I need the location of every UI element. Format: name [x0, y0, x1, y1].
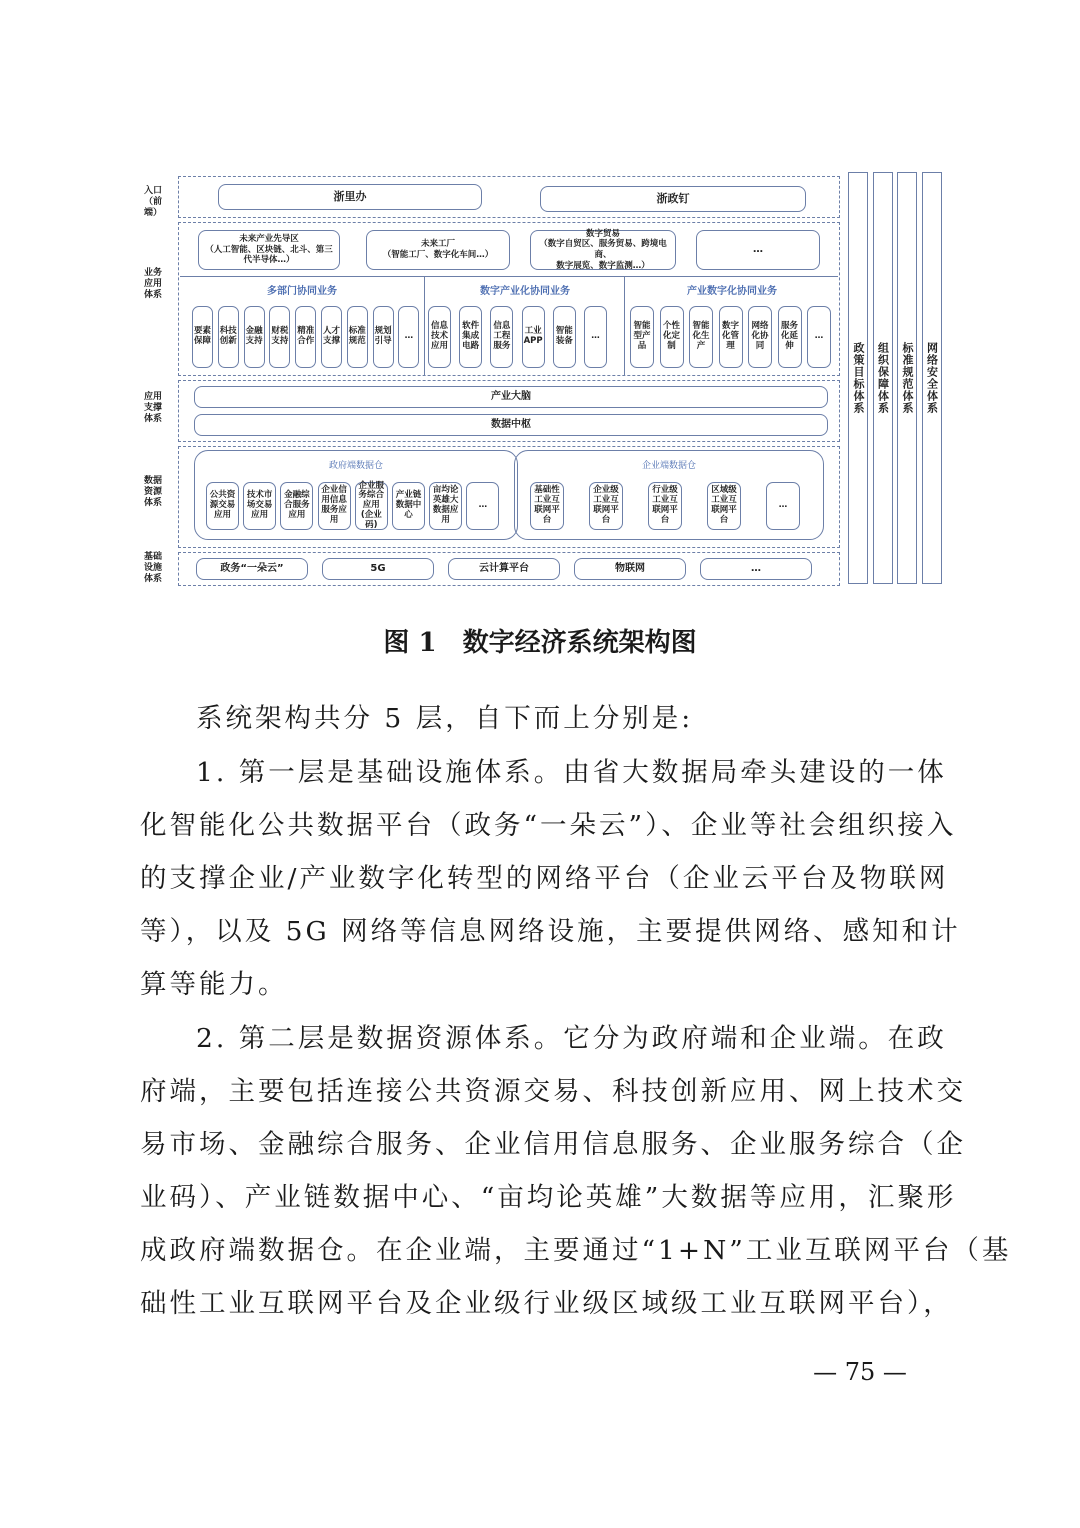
rail-column [848, 172, 868, 584]
multi-dept-item: 规划 引导 [373, 306, 394, 368]
rail-column [922, 172, 942, 584]
page-number: — 75 — [813, 1358, 907, 1386]
paragraph-line: 础性工业互联网平台及企业级行业级区域级工业互联网平台）， [140, 1288, 953, 1319]
gov-warehouse-item: 技术市 场交易 应用 [243, 482, 276, 530]
business-divider [180, 276, 838, 277]
gov-warehouse-item: 亩均论 英雄大 数据应 用 [429, 482, 462, 530]
digital-industry-item: 信息 工程 服务 [490, 306, 513, 368]
paragraph-line: 府端，主要包括连接公共资源交易、科技创新应用、网上技术交 [140, 1076, 966, 1107]
multi-dept-item: … [398, 306, 419, 368]
gov-warehouse-item: 企业服 务综合 应用 (企业码) [355, 482, 388, 530]
ent-warehouse-item: 企业级 工业互 联网平 台 [589, 482, 623, 530]
multi-dept-item: 人才 支撑 [321, 306, 342, 368]
group-separator [424, 277, 425, 375]
ent-warehouse-item: 区域级 工业互 联网平 台 [707, 482, 741, 530]
rail-column [897, 172, 917, 584]
multi-dept-item: 标准 规范 [347, 306, 368, 368]
business-top-future-factory: 未来工厂 （智能工厂、数字化车间…） [366, 230, 510, 270]
business-top-future-industry: 未来产业先导区 （人工智能、区块链、北斗、第三 代半导体…） [198, 230, 340, 270]
group-title-industry-digital: 产业数字化协同业务 [687, 286, 777, 297]
industry-digital-item: 数字 化管 理 [719, 306, 743, 368]
paragraph-line: 等），以及 5G 网络等信息网络设施，主要提供网络、感知和计 [140, 916, 961, 947]
digital-industry-item: 智能 装备 [553, 306, 576, 368]
industry-digital-item: 网络 化协 同 [748, 306, 772, 368]
rail-label: 组织保障体系 [876, 342, 890, 414]
industry-digital-item: 服务 化延 伸 [778, 306, 802, 368]
rail-label: 网络安全体系 [925, 342, 939, 414]
industry-digital-item: 智能 型产 品 [630, 306, 654, 368]
paragraph-line: 1. 第一层是基础设施体系。由省大数据局牵头建设的一体 [196, 757, 947, 788]
ent-warehouse-item: 基础性 工业互 联网平 台 [530, 482, 564, 530]
paragraph-intro: 系统架构共分 5 层，自下而上分别是: [196, 703, 694, 734]
industry-digital-item: … [807, 306, 831, 368]
gov-warehouse-item: 企业信 用信息 服务应 用 [318, 482, 351, 530]
business-top-digital-trade: 数字贸易 （数字自贸区、服务贸易、跨境电商、 数字展览、数字监测…） [530, 230, 676, 270]
ent-warehouse-title: 企业端数据仓 [641, 461, 696, 471]
gov-warehouse-title: 政府端数据仓 [328, 461, 383, 471]
layer-label-infra: 基础 设施 体系 [143, 552, 162, 584]
digital-industry-item: 工业 APP [522, 306, 545, 368]
business-top-more: … [696, 230, 820, 270]
infra-item: 5G [322, 558, 434, 580]
group-title-multi-dept: 多部门协同业务 [267, 286, 337, 297]
layer-label-entry: 入口 （前端） [143, 186, 162, 218]
ent-warehouse-item: … [766, 482, 800, 530]
multi-dept-item: 精准 合作 [295, 306, 316, 368]
infra-item: 物联网 [574, 558, 686, 580]
layer-label-support: 应用 支撑 体系 [143, 392, 162, 424]
rail-column [873, 172, 893, 584]
ent-warehouse-item: 行业级 工业互 联网平 台 [648, 482, 682, 530]
multi-dept-item: 金融 支持 [244, 306, 265, 368]
paragraph-line: 的支撑企业/产业数字化转型的网络平台（企业云平台及物联网 [140, 863, 949, 894]
entry-item-zhezhengding: 浙政钉 [540, 186, 806, 212]
multi-dept-item: 科技 创新 [218, 306, 239, 368]
paragraph-line: 算等能力。 [140, 969, 288, 1000]
rail-label: 政策目标体系 [852, 342, 865, 414]
rail-label: 标准规范体系 [901, 342, 914, 414]
entry-item-zheliban: 浙里办 [218, 184, 482, 210]
industry-digital-item: 智能 化生 产 [689, 306, 713, 368]
paragraph-line: 易市场、金融综合服务、企业信用信息服务、企业服务综合（企 [140, 1129, 966, 1160]
figure-caption: 图 1 数字经济系统架构图 [383, 628, 697, 658]
gov-warehouse-item: 公共资 源交易 应用 [206, 482, 239, 530]
gov-warehouse-item: … [466, 482, 499, 530]
multi-dept-item: 财税 支持 [269, 306, 290, 368]
support-item-data-hub: 数据中枢 [194, 414, 828, 436]
paragraph-line: 成政府端数据仓。在企业端，主要通过“1+N”工业互联网平台（基 [140, 1235, 1012, 1266]
infra-item: 政务“一朵云” [196, 558, 308, 580]
support-item-industry-brain: 产业大脑 [194, 386, 828, 408]
paragraph-line: 2. 第二层是数据资源体系。它分为政府端和企业端。在政 [196, 1023, 947, 1054]
infra-item: … [700, 558, 812, 580]
infra-item: 云计算平台 [448, 558, 560, 580]
group-title-digital-industry: 数字产业化协同业务 [480, 286, 570, 297]
layer-label-business: 业务 应用 体系 [143, 268, 162, 300]
digital-industry-item: … [584, 306, 607, 368]
layer-label-data: 数据 资源 体系 [143, 476, 162, 508]
digital-industry-item: 信息 技术 应用 [428, 306, 451, 368]
gov-warehouse-item: 产业链 数据中 心 [392, 482, 425, 530]
multi-dept-item: 要素 保障 [192, 306, 213, 368]
industry-digital-item: 个性 化定 制 [660, 306, 684, 368]
digital-industry-item: 软件 集成 电路 [459, 306, 482, 368]
paragraph-line: 化智能化公共数据平台（政务“一朵云”）、企业等社会组织接入 [140, 810, 957, 841]
gov-warehouse-item: 金融综 合服务 应用 [280, 482, 313, 530]
paragraph-line: 业码）、产业链数据中心、“亩均论英雄”大数据等应用，汇聚形 [140, 1182, 957, 1213]
group-separator [624, 277, 625, 375]
